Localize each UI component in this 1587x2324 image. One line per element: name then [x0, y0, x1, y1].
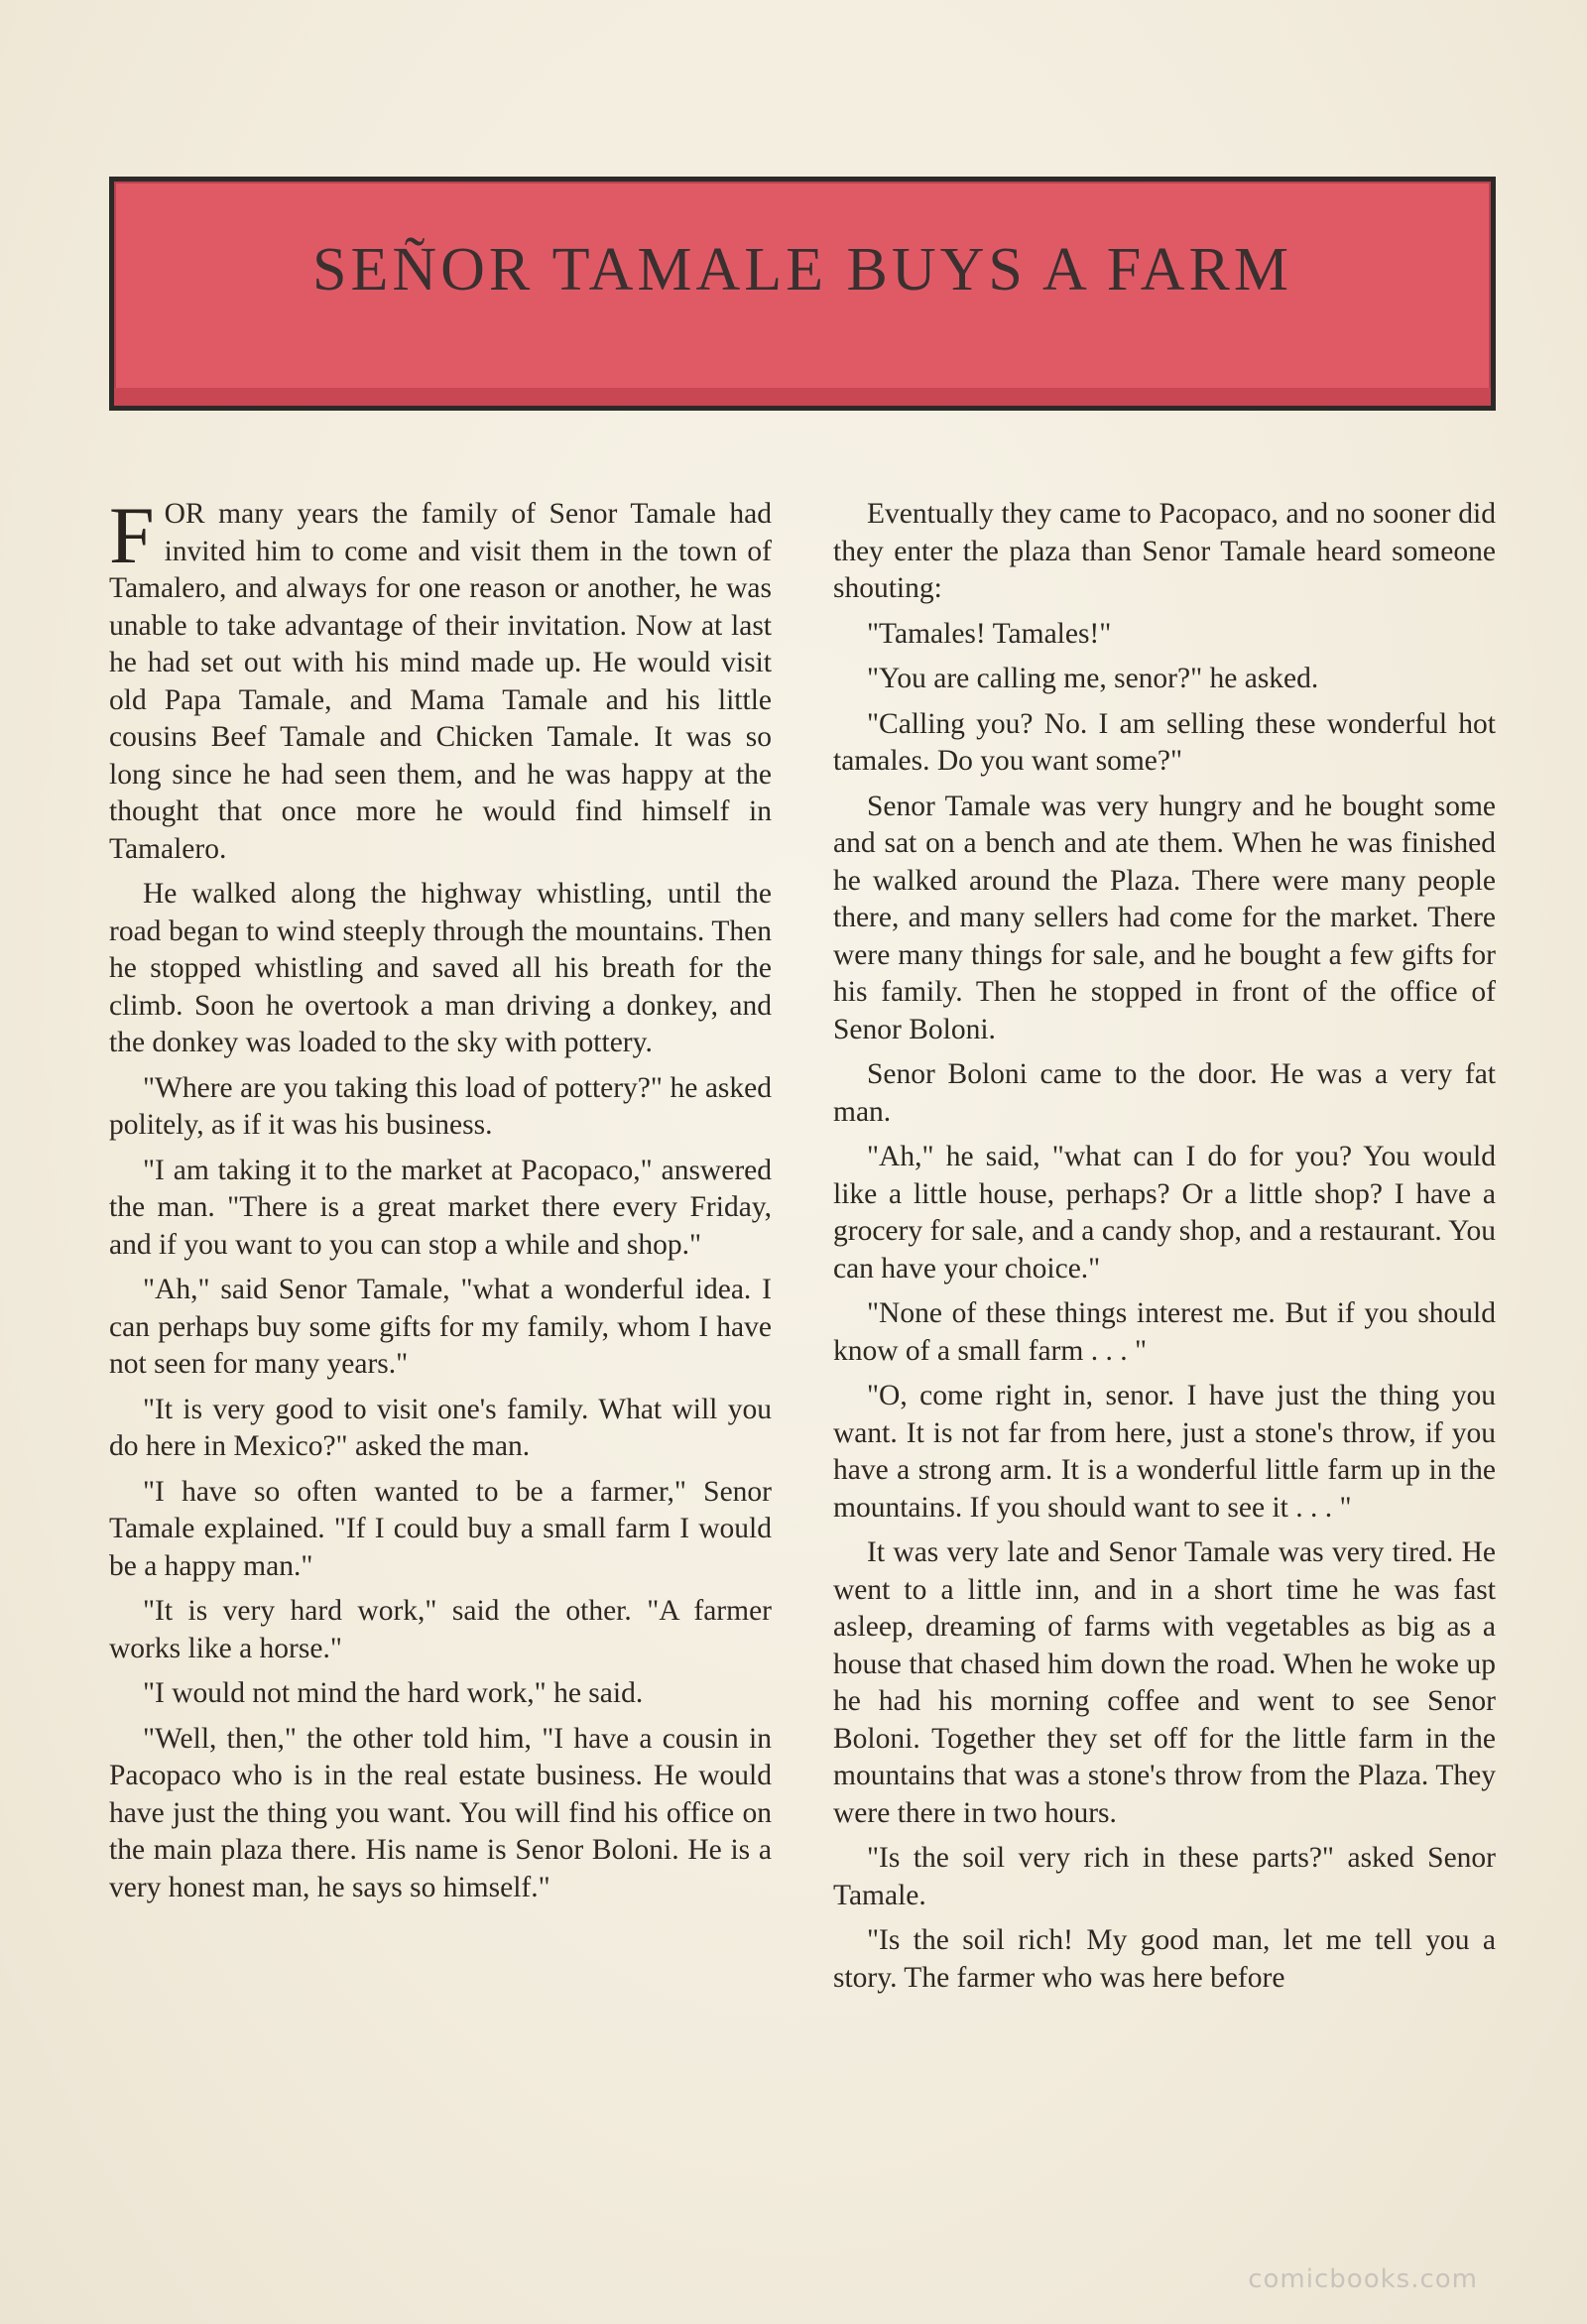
paragraph: "Tamales! Tamales!"	[867, 617, 1112, 650]
paragraph: Eventually they came to Pacopaco, and no sooner did they enter the plaza than Senor Tamale heard someone shouting:	[833, 498, 1496, 604]
paragraph: "I am taking it to the market at Pacopaco," answered the man. "There is a great market there every Friday, and if you want to you can stop a while and shop."	[109, 1154, 772, 1261]
right-column	[833, 496, 1496, 2005]
paragraph: It was very late and Senor Tamale was very tired. He went to a little inn, and in a short time he was fast asleep, dreaming of farms with vegetables as big as a house that chased him down the road. When he woke up he had his morning coffee and went to see Senor Boloni. Together they set off for the little farm in the mountains that was a stone's throw from the Plaza. They were there in two hours.	[833, 1536, 1496, 1829]
paragraph: He walked along the highway whistling, until the road began to wind steeply through the mountains. Then he stopped whistling and saved all his breath for the climb. Soon he overtook a man driving a donkey, and the donkey was loaded to the sky with pottery.	[109, 878, 772, 1058]
paragraph: "Well, then," the other told him, "I have a cousin in Pacopaco who is in the real estate business. He would have just the thing you want. You will find his office on the main plaza there. His name is Senor Boloni. He is a very honest man, he says so himself."	[109, 1722, 772, 1903]
paragraph: "None of these things interest me. But if you should know of a small farm . . . "	[833, 1297, 1496, 1367]
paragraph: "Where are you taking this load of pottery?" he asked politely, as if it was his business.	[109, 1071, 772, 1141]
paragraph: "You are calling me, senor?" he asked.	[867, 663, 1319, 694]
paragraph: "O, come right in, senor. I have just the thing you want. It is not far from here, just a stone's throw, if you have a strong arm. It is a wonderful little farm up in the mountains. If you should want to see it . . . "	[833, 1380, 1496, 1524]
paragraph: "Calling you? No. I am selling these wonderful hot tamales. Do you want some?"	[833, 707, 1496, 777]
drop-cap: F	[109, 490, 155, 580]
paragraph: "Ah," said Senor Tamale, "what a wonderful idea. I can perhaps buy some gifts for my family, whom I have not seen for many years."	[109, 1274, 772, 1380]
story-title: SEÑOR TAMALE BUYS A FARM	[312, 235, 1292, 304]
title-banner	[109, 177, 1496, 411]
paragraph: "Is the soil very rich in these parts?" asked Senor Tamale.	[833, 1842, 1496, 1911]
watermark: comicbooks.com	[1248, 2264, 1478, 2294]
paragraph: Senor Tamale was very hungry and he bought some and sat on a bench and ate them. When he was finished he walked around the Plaza. There were many people there, and many sellers had come for the market. There were many things for sale, and he bought a few gifts for his family. Then he stopped in front of the office of Senor Boloni.	[833, 790, 1496, 1045]
paragraph: "Ah," he said, "what can I do for you? You would like a little house, perhaps? Or a little shop? I have a grocery for sale, and a candy shop, and a restaurant. You can have your choice."	[833, 1141, 1496, 1284]
paragraph: "I would not mind the hard work," he said.	[143, 1677, 644, 1709]
left-column	[109, 490, 772, 1914]
paragraph: Senor Boloni came to the door. He was a very fat man.	[833, 1058, 1496, 1128]
paragraph: "Is the soil rich! My good man, let me tell you a story. The farmer who was here before	[833, 1924, 1496, 1994]
paragraph: "It is very hard work," said the other. "A farmer works like a horse."	[109, 1595, 772, 1664]
paragraph-text: OR many years the family of Senor Tamale had invited him to come and visit them in the town of Tamalero, and always for one reason or another, he was unable to take advantage of their invitation. Now at last he had set out with his mind made up. He would visit old Papa Tamale, and Mama Tamale and his little cousins Beef Tamale and Chicken Tamale. It was so long since he had seen them, and he was happy at the thought that once more he would find himself in Tamalero.	[109, 498, 772, 865]
paragraph: "It is very good to visit one's family. What will you do here in Mexico?" asked the man.	[109, 1393, 772, 1462]
paragraph: "I have so often wanted to be a farmer," Senor Tamale explained. "If I could buy a small farm I would be a happy man."	[109, 1475, 772, 1582]
paragraph	[109, 490, 772, 868]
